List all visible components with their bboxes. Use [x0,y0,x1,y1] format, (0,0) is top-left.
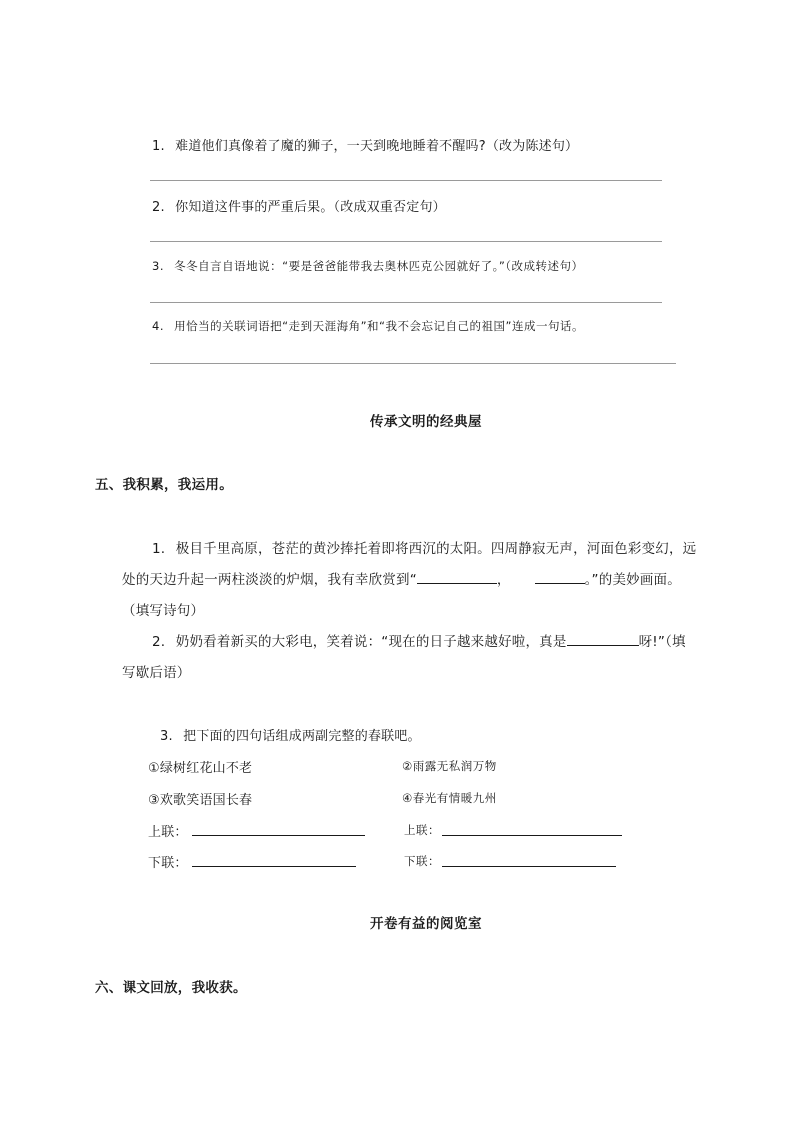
question-number: 3. [160,729,173,744]
upper-couplet-input-left[interactable] [192,835,365,836]
question-item-1 [152,135,578,154]
paragraph-text: 呀!”（填 [638,634,686,650]
answer-line[interactable] [150,363,676,364]
paragraph-text: 处的天边升起一两柱淡淡的炉烟，我有幸欣赏到“ [122,572,417,588]
poem-blank-1[interactable] [417,569,497,584]
lower-couplet-label-left: 下联： [148,856,188,871]
upper-couplet-label-left: 上联： [148,825,188,840]
couplet-option-3: ③欢歌笑语国长春 [148,793,253,808]
q5-2-line1 [152,630,686,650]
question-text: 把下面的四句话组成两副完整的春联吧。 [183,729,421,744]
question-number: 2. [152,200,165,215]
question-number: 4. [152,319,164,333]
question-item-2 [152,196,446,215]
answer-line[interactable] [150,241,662,242]
answer-line[interactable] [150,180,662,181]
question-number: 3. [152,259,164,273]
question-item-3 [152,258,584,274]
section-title: 开卷有益的阅览室 [370,916,482,932]
q5-2-line2: 写歇后语） [122,665,191,681]
answer-line[interactable] [150,302,662,303]
paragraph-text: 极目千里高原，苍茫的黄沙捧托着即将西沉的太阳。四周静寂无声，河面色彩变幻，远 [175,541,697,557]
question-number: 1. [152,541,166,557]
question-text: 你知道这件事的严重后果。（改成双重否定句） [175,200,446,215]
lower-couplet-input-right[interactable] [442,866,616,867]
question-text: 冬冬自言自语地说：“要是爸爸能带我去奥林匹克公园就好了。”（改成转述句） [174,259,584,273]
question-number: 2. [152,634,166,650]
couplet-option-4: ④春光有情暖九州 [402,791,497,805]
paragraph-text: ， [496,572,511,588]
upper-couplet-label-right: 上联： [404,823,440,837]
upper-couplet-input-right[interactable] [442,835,622,836]
xiehouyu-blank[interactable] [567,631,639,646]
q5-3-prompt [160,725,421,744]
question-text: 用恰当的关联词语把“走到天涯海角”和“我不会忘记自己的祖国”连成一句话。 [174,319,584,333]
part-heading-6: 六、课文回放，我收获。 [95,980,247,996]
q5-1-line1 [152,537,696,557]
couplet-option-2: ②雨露无私润万物 [402,759,497,773]
section-title: 传承文明的经典屋 [370,414,482,430]
question-number: 1. [152,139,165,154]
part-heading-5: 五、我积累，我运用。 [95,477,233,493]
question-text: 难道他们真像着了魔的狮子，一天到晚地睡着不醒吗?（改为陈述句） [175,139,579,154]
paragraph-text: 。”的美妙画面。 [584,572,681,588]
lower-couplet-label-right: 下联： [404,854,440,868]
q5-1-line2 [122,568,681,588]
paragraph-text: 奶奶看着新买的大彩电，笑着说：“现在的日子越来越好啦，真是 [175,634,567,650]
question-item-4 [152,318,584,334]
lower-couplet-input-left[interactable] [192,866,356,867]
couplet-option-1: ①绿树红花山不老 [148,761,253,776]
q5-1-line3: （填写诗句） [122,603,205,619]
poem-blank-2[interactable] [535,569,585,584]
